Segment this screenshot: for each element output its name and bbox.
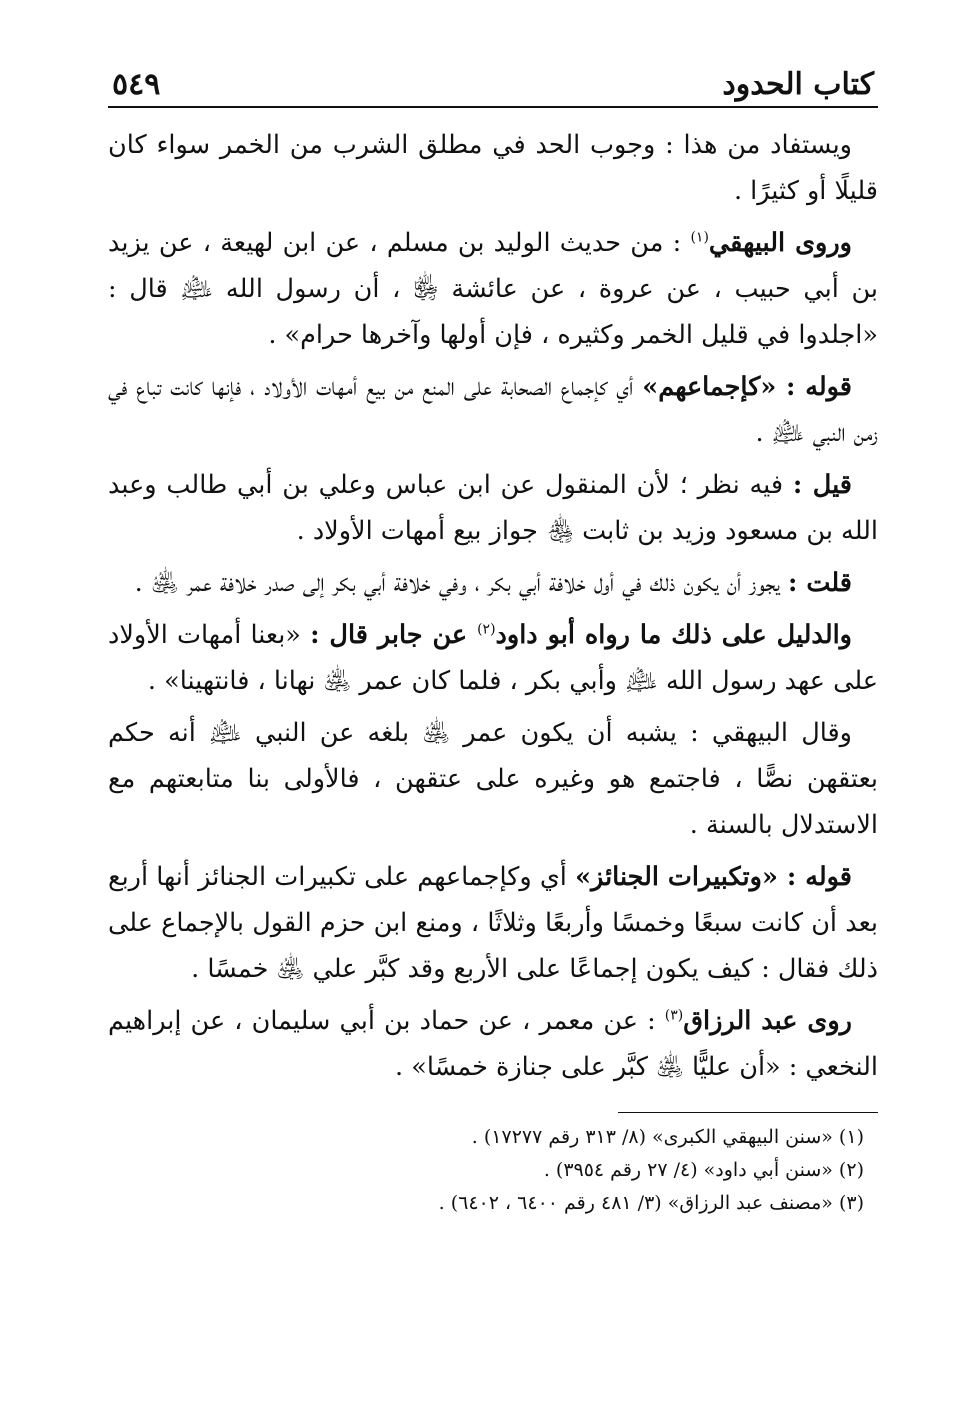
page (108, 50, 878, 1220)
footnotes (108, 1112, 878, 1220)
footnote-ref: (٣) (664, 1007, 684, 1024)
footnote-ref: (١) (690, 229, 709, 246)
main-text (108, 122, 878, 1090)
footnote-2: (٢) «سنن أبي داود» (٤/ ٢٧ رقم ٣٩٥٤) . (543, 1159, 864, 1181)
footnote-ref: (٢) (477, 621, 496, 638)
paragraph-lead: روى عبد الرزاق (683, 1006, 852, 1036)
footnote-3: (٣) «مصنف عبد الرزاق» (٣/ ٤٨١ رقم ٦٤٠٠ ، ٦٤٠٢) . (438, 1192, 864, 1214)
paragraph-text: أي وكإجماعهم على تكبيرات الجنائز أنها أربع بعد أن كانت سبعًا وخمسًا وأربعًا وثلاثًا ، ومنع ابن حزم القول بالإجماع على ذلك فقال : كيف يكون إجماعًا على الأربع وقد كبَّر علي ﵁ خمسًا . (108, 862, 878, 984)
paragraph-1 (108, 122, 878, 214)
paragraph-text: وقال البيهقي : يشبه أن يكون عمر ﵁ بلغه عن النبي ﵇ أنه حكم بعتقهن نصًّا ، فاجتمع هو وغيره على عتقهن ، فالأولى بنا متابعتهم مع الاستدلال بالسنة . (108, 718, 878, 840)
paragraph-2 (108, 220, 878, 358)
paragraph-3 (108, 364, 878, 456)
paragraph-lead: والدليل على ذلك ما رواه أبو داود (495, 620, 852, 650)
paragraph-text: فيه نظر ؛ لأن المنقول عن ابن عباس وعلي بن أبي طالب وعبد الله بن مسعود وزيد بن ثابت ﵃ جواز بيع أمهات الأولاد . (108, 470, 878, 546)
paragraph-lead: قوله : «وتكبيرات الجنائز» (575, 862, 852, 892)
paragraph-lead: قيل : (792, 470, 852, 500)
paragraph-6 (108, 612, 878, 704)
paragraph-lead: قلت : (788, 568, 852, 598)
running-header (108, 50, 878, 108)
paragraph-8 (108, 854, 878, 992)
chapter-title: كتاب الحدود (722, 67, 874, 102)
page-number: ٥٤٩ (112, 67, 161, 102)
paragraph-lead: وروى البيهقي (708, 228, 852, 258)
paragraph-text: أي كإجماع الصحابة على المنع من بيع أمهات الأولاد ، فإنها كانت تباع في زمن النبي ﵇ . (108, 372, 878, 448)
paragraph-4 (108, 462, 878, 554)
paragraph-9 (108, 998, 878, 1090)
paragraph-7 (108, 710, 878, 848)
paragraph-text: ويستفاد من هذا : وجوب الحد في مطلق الشرب من الخمر سواء كان قليلًا أو كثيرًا . (108, 130, 878, 206)
paragraph-text: يجوز أن يكون ذلك في أول خلافة أبي بكر ، وفي خلافة أبي بكر إلى صدر خلافة عمر ﵁ . (134, 568, 789, 598)
paragraph-text: «بعنا أمهات الأولاد على عهد رسول الله ﵇ وأبي بكر ، فلما كان عمر ﵁ نهانا ، فانتهينا» . (108, 620, 878, 696)
footnote-1: (١) «سنن البيهقي الكبرى» (٨/ ٣١٣ رقم ١٧٢٧٧) . (471, 1126, 864, 1148)
paragraph-lead-continued: عن جابر قال : (310, 620, 478, 650)
paragraph-text: : من حديث الوليد بن مسلم ، عن ابن لهيعة ، عن يزيد بن أبي حبيب ، عن عروة ، عن عائشة ﵂ ، أن رسول الله ﵇ قال : «اجلدوا في قليل الخمر وكثيره ، فإن أولها وآخرها حرام» . (108, 228, 878, 350)
paragraph-5 (108, 560, 878, 606)
footnote-divider (618, 1112, 878, 1113)
paragraph-lead: قوله : «كإجماعهم» (642, 372, 852, 402)
paragraph-text: : عن معمر ، عن حماد بن أبي سليمان ، عن إبراهيم النخعي : «أن عليًّا ﵁ كبَّر على جنازة خمسًا» . (108, 1006, 878, 1082)
